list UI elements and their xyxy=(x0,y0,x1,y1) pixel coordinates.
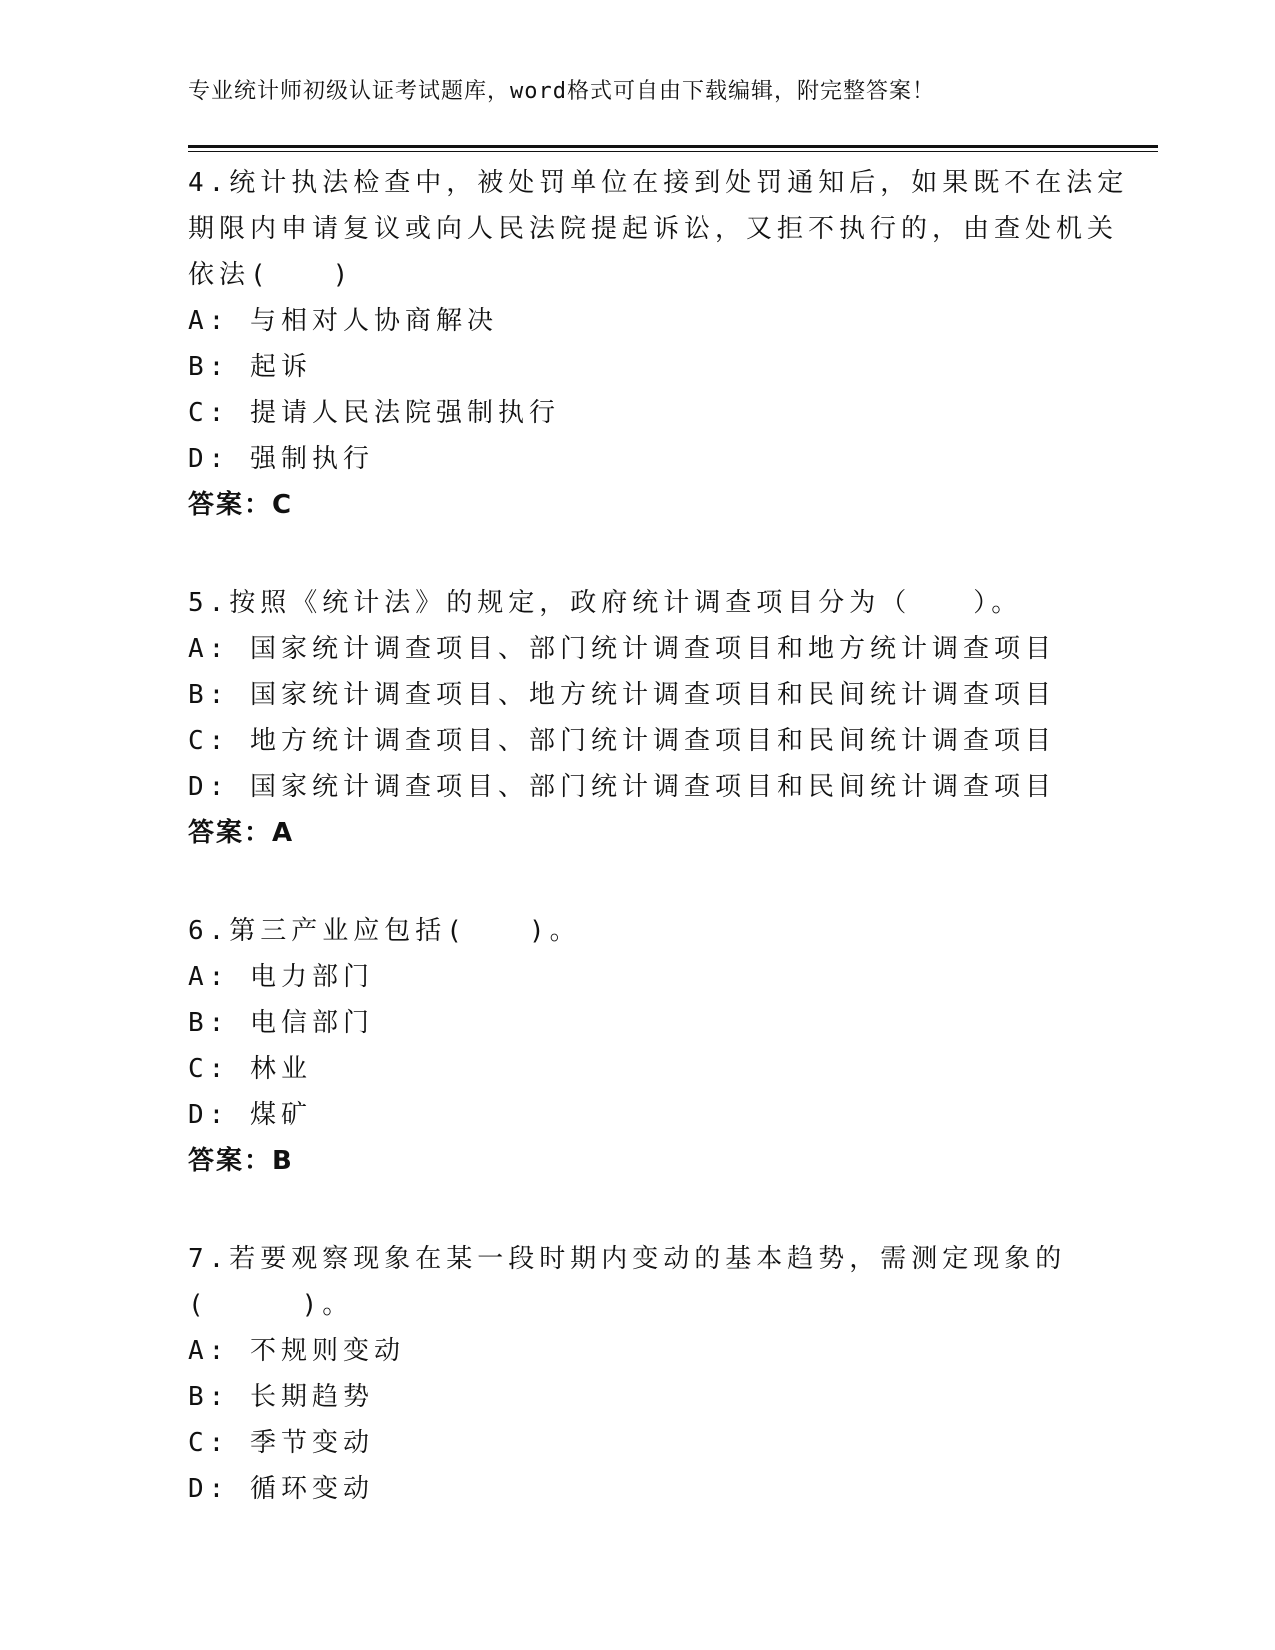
question-list xyxy=(188,160,1129,1512)
answer: 答案：B xyxy=(188,1146,294,1176)
stem-line: 4.统计执法检查中，被处罚单位在接到处罚通知后，如果既不在法定 xyxy=(188,168,1129,198)
stem-line: 依法( ) xyxy=(188,260,354,290)
option-b: B: 电信部门 xyxy=(188,1008,374,1038)
question-stem xyxy=(188,580,1088,626)
question-7 xyxy=(188,1236,1088,1512)
option-a: A: 不规则变动 xyxy=(188,1336,405,1366)
stem-line: 期限内申请复议或向人民法院提起诉讼，又拒不执行的，由查处机关 xyxy=(188,214,1119,244)
option-c: C: 提请人民法院强制执行 xyxy=(188,398,560,428)
stem-line: 7.若要观察现象在某一段时期内变动的基本趋势，需测定现象的 xyxy=(188,1244,1067,1274)
option-b: B: 长期趋势 xyxy=(188,1382,374,1412)
question-6 xyxy=(188,908,1088,1184)
option-d: D: 循环变动 xyxy=(188,1474,374,1504)
document-header: 专业统计师初级认证考试题库，word格式可自由下载编辑，附完整答案！ xyxy=(188,79,935,104)
stem-line: 6.第三产业应包括( )。 xyxy=(188,916,581,946)
option-b: B: 国家统计调查项目、地方统计调查项目和民间统计调查项目 xyxy=(188,680,1056,710)
option-d: D: 国家统计调查项目、部门统计调查项目和民间统计调查项目 xyxy=(188,772,1056,802)
option-b: B: 起诉 xyxy=(188,352,312,382)
option-c: C: 地方统计调查项目、部门统计调查项目和民间统计调查项目 xyxy=(188,726,1056,756)
stem-line: ( )。 xyxy=(188,1290,354,1320)
question-5 xyxy=(188,580,1088,856)
option-c: C: 林业 xyxy=(188,1054,312,1084)
option-a: A: 电力部门 xyxy=(188,962,374,992)
question-stem xyxy=(188,160,1129,298)
answer: 答案：A xyxy=(188,818,295,848)
question-stem xyxy=(188,908,1088,954)
option-d: D: 强制执行 xyxy=(188,444,374,474)
answer: 答案：C xyxy=(188,490,294,520)
stem-line: 5.按照《统计法》的规定，政府统计调查项目分为（ ）。 xyxy=(188,588,1023,618)
option-a: A: 与相对人协商解决 xyxy=(188,306,498,336)
option-d: D: 煤矿 xyxy=(188,1100,312,1130)
option-c: C: 季节变动 xyxy=(188,1428,374,1458)
question-stem xyxy=(188,1236,1088,1328)
header-divider xyxy=(188,145,1158,152)
question-4 xyxy=(188,160,1129,528)
option-a: A: 国家统计调查项目、部门统计调查项目和地方统计调查项目 xyxy=(188,634,1056,664)
